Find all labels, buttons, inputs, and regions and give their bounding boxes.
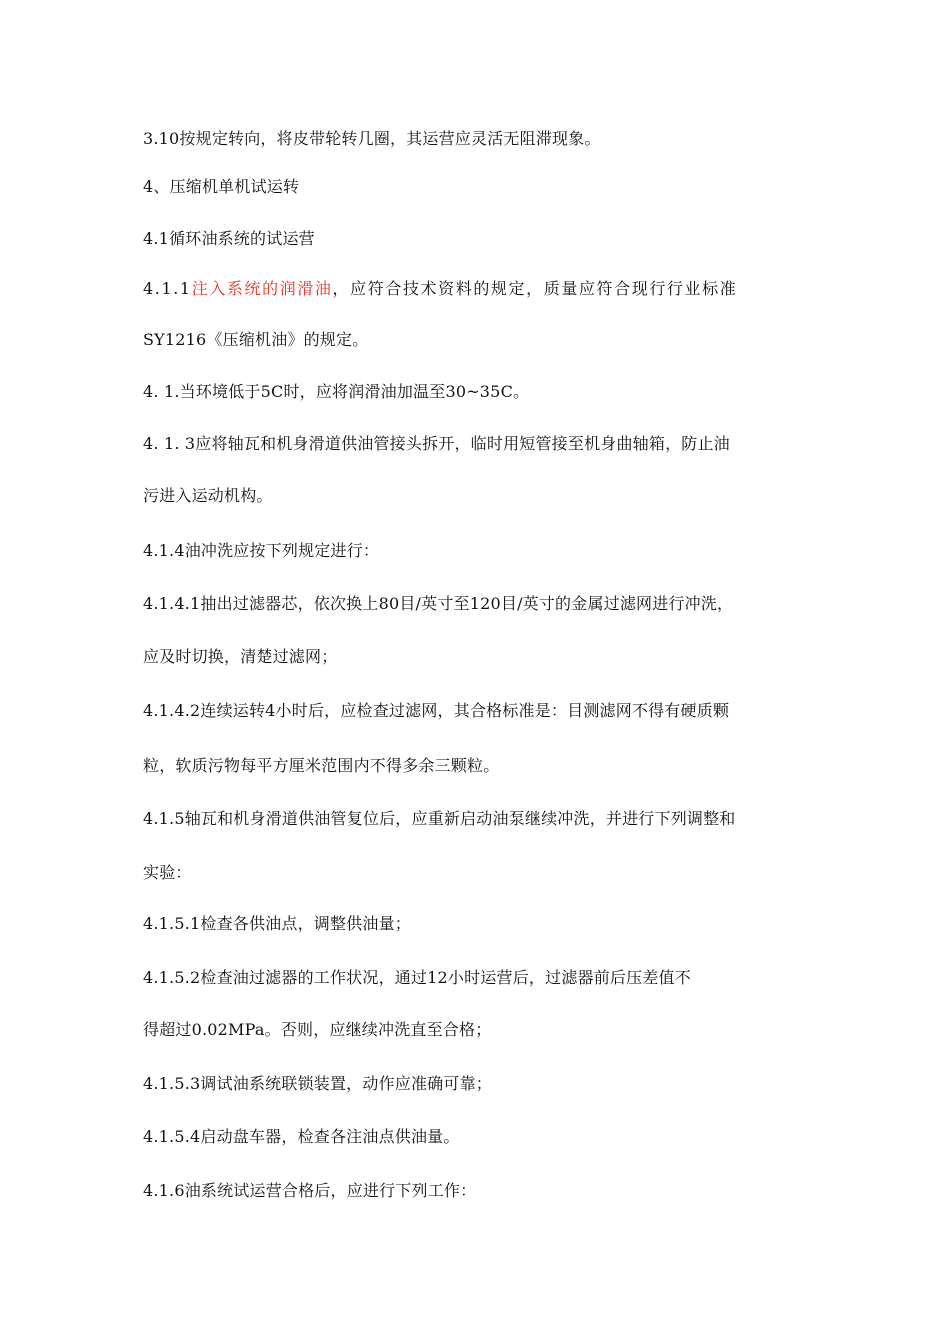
subsection-heading-4-1: 4.1循环油系统的试运营 (143, 229, 315, 248)
text-line-4-1-6: 4.1.6油系统试运营合格后，应进行下列工作： (143, 1181, 477, 1200)
text-line-4-1-2: 4. 1.当环境低于5C时，应将润滑油加温至30~35C。 (143, 382, 530, 401)
highlighted-phrase: 注入系统的润滑油 (191, 279, 333, 298)
text-line-4-1-4-2: 4.1.4.2连续运转4小时后，应检查过滤网，其合格标准是：目测滤网不得有硬质颗 (143, 701, 730, 720)
text-line-4-1-4-1-cont: 应及时切换，清楚过滤网； (143, 647, 338, 666)
text-line-4-1-5: 4.1.5轴瓦和机身滑道供油管复位后，应重新启动油泵继续冲洗，并进行下列调整和 (143, 809, 736, 828)
text-line-4-1-4: 4.1.4油冲洗应按下列规定进行： (143, 541, 380, 560)
text-line-4-1-5-3: 4.1.5.3调试油系统联锁装置，动作应准确可靠； (143, 1074, 492, 1093)
text-line-4-1-5-1: 4.1.5.1检查各供油点，调整供油量； (143, 914, 411, 933)
clause-number: 4.1.1 (143, 279, 192, 298)
section-heading-4: 4、压缩机单机试运转 (143, 177, 300, 196)
text-line-4-1-5-4: 4.1.5.4启动盘车器，检查各注油点供油量。 (143, 1127, 460, 1146)
text-line-4-1-5-2: 4.1.5.2检查油过滤器的工作状况，通过12小时运营后，过滤器前后压差值不 (143, 968, 691, 987)
clause-text: ，应符合技术资料的规定，质量应符合现行行业标准 (332, 279, 738, 298)
text-line-4-1-1 (143, 278, 737, 300)
text-line-4-1-4-2-cont: 粒，软质污物每平方厘米范围内不得多余三颗粒。 (143, 756, 500, 775)
text-line-4-1-3-cont: 污进入运动机构。 (143, 486, 273, 505)
text-line-4-1-4-1: 4.1.4.1抽出过滤器芯，依次换上80目/英寸至120目/英寸的金属过滤网进行冲洗， (143, 594, 734, 613)
text-line-4-1-5-cont: 实验： (143, 863, 192, 882)
text-line-4-1-3: 4. 1. 3应将轴瓦和机身滑道供油管接头拆开，临时用短管接至机身曲轴箱，防止油 (143, 434, 730, 453)
text-line-3-10: 3.10按规定转向，将皮带轮转几圈，其运营应灵活无阻滞现象。 (143, 129, 601, 148)
text-line-standard-ref: SY1216《压缩机油》的规定。 (143, 330, 369, 349)
text-line-4-1-5-2-cont: 得超过0.02MPa。否则，应继续冲洗直至合格； (143, 1020, 492, 1039)
